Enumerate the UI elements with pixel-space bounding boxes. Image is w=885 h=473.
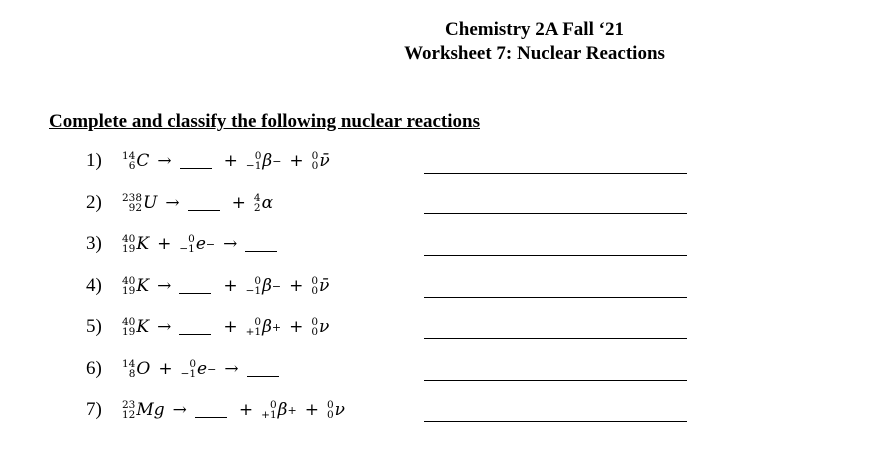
- answer-blank[interactable]: [247, 362, 279, 377]
- arrow: →: [165, 193, 180, 213]
- reaction-equation: [122, 234, 281, 254]
- reaction-number: 1): [86, 150, 102, 171]
- classification-line-5[interactable]: [424, 338, 687, 339]
- product-particle: 0 +1 β +: [261, 399, 297, 421]
- product-particle: 0 0 ν: [326, 399, 345, 421]
- product-particle: 0 −1 β −: [245, 275, 282, 297]
- plus: +: [304, 400, 319, 420]
- classification-line-6[interactable]: [424, 380, 687, 381]
- reactant-nuclide: 40 19 K: [122, 316, 150, 338]
- plus: +: [238, 400, 254, 420]
- plus: +: [289, 151, 304, 171]
- plus: +: [231, 193, 246, 213]
- product-particle: 0 0 ν̄: [311, 150, 330, 172]
- reaction-row-7: [86, 395, 345, 425]
- answer-blank[interactable]: [179, 320, 211, 335]
- reaction-equation: [122, 151, 330, 171]
- reaction-row-5: [86, 312, 329, 342]
- worksheet-title: Worksheet 7: Nuclear Reactions: [404, 43, 665, 64]
- answer-blank[interactable]: [188, 196, 220, 211]
- reaction-number: 4): [86, 275, 102, 296]
- arrow: →: [172, 400, 187, 420]
- reaction-equation: [122, 359, 283, 379]
- reactant-nuclide: 14 8 O: [122, 358, 151, 380]
- classification-line-7[interactable]: [424, 421, 687, 422]
- reactant-nuclide: 14 6 C: [122, 150, 150, 172]
- classification-line-2[interactable]: [424, 213, 687, 214]
- worksheet-course-title: Chemistry 2A Fall ‘21: [445, 19, 624, 40]
- classification-line-4[interactable]: [424, 297, 687, 298]
- reaction-row-2: [86, 188, 273, 218]
- reactant-particle: 0 −1 e −: [179, 233, 216, 255]
- arrow: →: [157, 276, 172, 296]
- arrow: →: [224, 359, 239, 379]
- arrow: →: [223, 234, 238, 254]
- reaction-number: 6): [86, 358, 102, 379]
- reaction-equation: [122, 400, 345, 420]
- plus: +: [223, 151, 238, 171]
- reaction-equation: [122, 317, 329, 337]
- reaction-number: 3): [86, 233, 102, 254]
- answer-blank[interactable]: [180, 154, 212, 169]
- reaction-equation: [122, 276, 329, 296]
- plus: +: [223, 317, 238, 337]
- reaction-number: 5): [86, 316, 102, 337]
- instructions-heading: Complete and classify the following nuclear reactions: [49, 111, 480, 132]
- reactant-particle: 0 −1 e −: [180, 358, 217, 380]
- plus: +: [289, 276, 304, 296]
- answer-blank[interactable]: [245, 237, 277, 252]
- plus: +: [223, 276, 238, 296]
- reactant-nuclide: 238 92 U: [122, 192, 158, 214]
- product-particle: 0 0 ν̄: [311, 275, 330, 297]
- product-particle: 0 +1 β +: [245, 316, 282, 338]
- reaction-row-1: [86, 146, 330, 176]
- plus: +: [157, 234, 172, 254]
- reaction-row-4: [86, 271, 329, 301]
- product-particle: 0 −1 β −: [245, 150, 282, 172]
- answer-blank[interactable]: [195, 403, 227, 418]
- classification-line-3[interactable]: [424, 255, 687, 256]
- reaction-equation: [122, 193, 273, 213]
- reactant-nuclide: 40 19 K: [122, 233, 150, 255]
- reaction-row-6: [86, 354, 283, 384]
- reactant-nuclide: 23 12 Mg: [122, 399, 165, 421]
- arrow: →: [157, 317, 172, 337]
- reaction-row-3: [86, 229, 281, 259]
- arrow: →: [157, 151, 172, 171]
- reaction-number: 2): [86, 192, 102, 213]
- product-particle: 4 2 α: [253, 192, 274, 214]
- answer-blank[interactable]: [179, 279, 211, 294]
- classification-line-1[interactable]: [424, 173, 687, 174]
- plus: +: [289, 317, 304, 337]
- reaction-number: 7): [86, 399, 102, 420]
- reactant-nuclide: 40 19 K: [122, 275, 150, 297]
- product-particle: 0 0 ν: [311, 316, 330, 338]
- plus: +: [158, 359, 173, 379]
